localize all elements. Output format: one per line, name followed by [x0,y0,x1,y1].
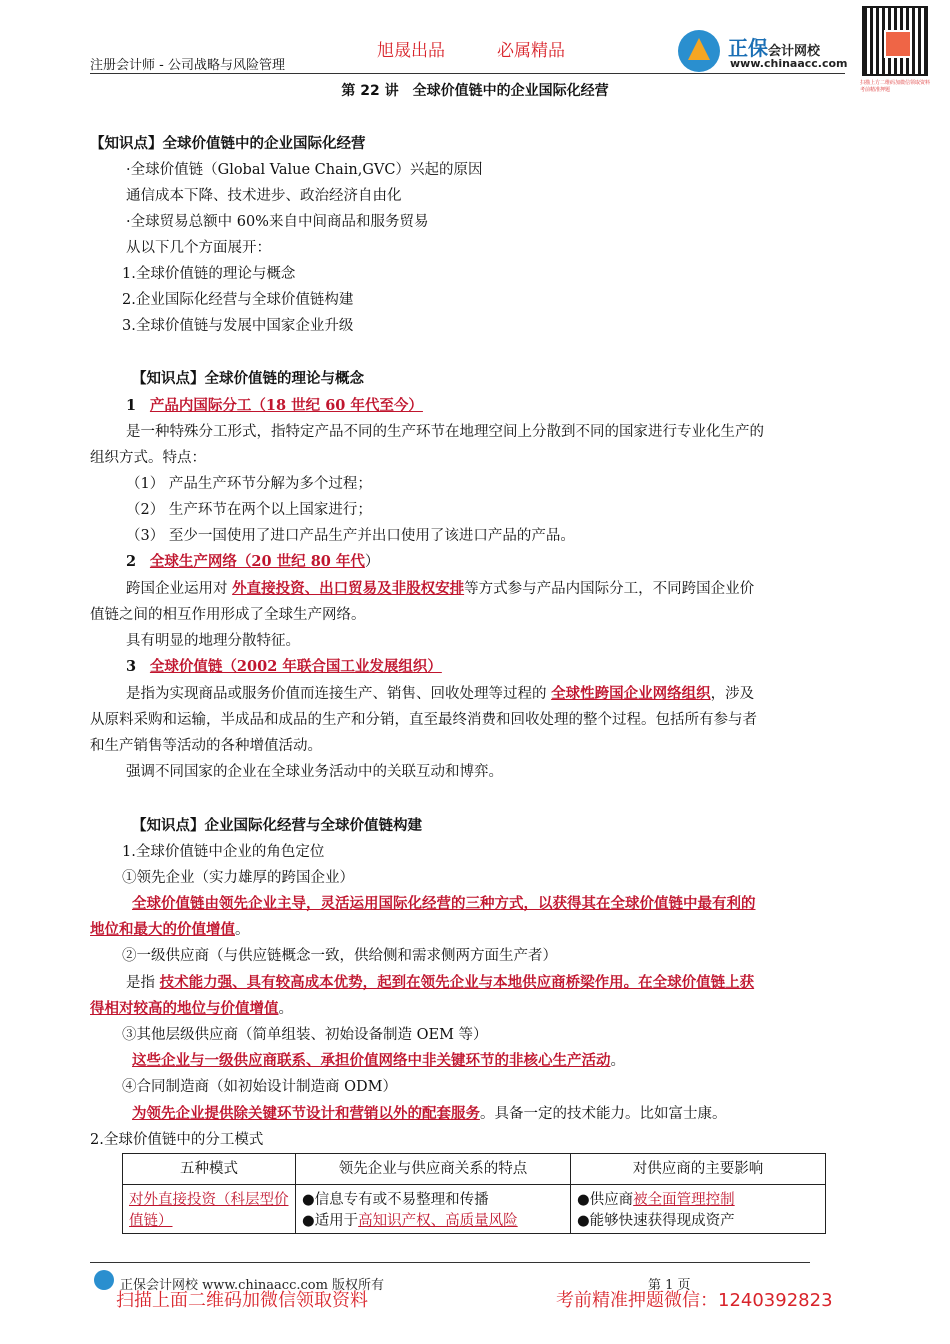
qr-code-icon [862,6,928,76]
text-line: 跨国企业运用对 外直接投资、出口贸易及非股权安排等方式参与产品内国际分工，不同跨国企业价 [126,580,755,597]
text-line: （2） 生产环节在两个以上国家进行； [126,502,372,518]
logo-brand: 正保 [728,36,768,60]
division-modes-table [122,1153,826,1234]
logo-brand-sub: 会计网校 [768,44,821,59]
point-title: 全球生产网络（20 世纪 80 年代 [149,553,365,570]
section-heading: 【知识点】全球价值链的理论与概念 [132,370,364,387]
text-line: 全球价值链由领先企业主导，灵活运用国际化经营的三种方式，以获得其在全球价值链中最有利的 [132,895,756,912]
text-line: （1） 产品生产环节分解为多个过程； [126,476,372,492]
text-line: 这些企业与一级供应商联系、承担价值网络中非关键环节的非核心生产活动。 [132,1052,625,1069]
text-line: ④合同制造商（如初始设计制造商 ODM） [122,1079,397,1095]
text-line: 和生产销售等活动的各种增值活动。 [90,738,322,754]
text-line: 组织方式。特点： [90,450,206,466]
promo-right: 考前精准押题微信：1240392823 [556,1290,833,1311]
text-line: 地位和最大的价值增值。 [90,921,250,938]
text-line: 得相对较高的地位与价值增值。 [90,1000,293,1017]
table-cell: 对外直接投资（科层型价值链） [123,1185,296,1234]
promo-left: 扫描上面二维码加微信领取资料 [116,1290,368,1311]
footer-copyright: 正保会计网校 www.chinaacc.com 版权所有 [120,1278,385,1293]
table-header: 领先企业与供应商关系的特点 [296,1154,571,1185]
table-header-row [123,1154,826,1185]
text-line: 1.全球价值链中企业的角色定位 [122,844,325,860]
point-2-heading: 2 全球生产网络（20 世纪 80 年代） [126,553,380,570]
logo-url: www.chinaacc.com [730,57,848,70]
text-line: 是一种特殊分工形式，指特定产品不同的生产环节在地理空间上分散到不同的国家进行专业化生产的 [126,424,764,440]
header-rule [90,73,845,74]
page-title: 第 22 讲 全球价值链中的企业国际化经营 [341,83,609,99]
chinaacc-logo[interactable] [678,30,858,76]
text-line: ·全球贸易总额中 60%来自中间商品和服务贸易 [126,214,429,230]
text-line: 2.企业国际化经营与全球价值链构建 [122,292,354,308]
text-line: 从原料采购和运输，半成品和成品的生产和分销，直至最终消费和回收处理的整个过程。包括所有参与者 [90,712,757,728]
slogan-right: 必属精品 [497,41,565,61]
text-line: 强调不同国家的企业在全球业务活动中的关联互动和博弈。 [126,764,503,780]
text-line: 为领先企业提供除关键环节设计和营销以外的配套服务。具备一定的技术能力。比如富士康。 [132,1105,727,1122]
text-line: ·全球价值链（Global Value Chain,GVC）兴起的原因 [126,162,483,178]
footer-logo-icon [94,1270,114,1290]
text-line: 是指为实现商品或服务价值而连接生产、销售、回收处理等过程的 全球性跨国企业网络组织，涉及 [126,685,755,702]
text-line: 是指 技术能力强、具有较高成本优势，起到在领先企业与本地供应商桥梁作用。在全球价值链上获 [126,974,755,991]
text-line: 1.全球价值链的理论与概念 [122,266,296,282]
text-line: （3） 至少一国使用了进口产品生产并出口使用了该进口产品的产品。 [126,528,575,544]
text-line: 值链之间的相互作用形成了全球生产网络。 [90,607,366,623]
subject-name: 注册会计师 - 公司战略与风险管理 [90,58,285,73]
table-header: 对供应商的主要影响 [571,1154,826,1185]
text-line: 通信成本下降、技术进步、政治经济自由化 [126,188,402,204]
point-title: 产品内国际分工（18 世纪 60 年代至今） [149,397,423,414]
point-number: 2 [126,553,137,570]
text-line: 2.全球价值链中的分工模式 [90,1132,264,1148]
slogan-left: 旭晟出品 [377,41,445,61]
text-line: 3.全球价值链与发展中国家企业升级 [122,318,354,334]
section-heading: 【知识点】企业国际化经营与全球价值链构建 [132,817,422,834]
point-number: 1 [126,397,137,414]
table-cell: ●信息专有或不易整理和传播 ●适用于高知识产权、高质量风险 [296,1185,571,1234]
table-row [123,1185,826,1234]
table-cell: ●供应商被全面管理控制 ●能够快速获得现成资产 [571,1185,826,1234]
point-3-heading [126,657,442,677]
text-line: ①领先企业（实力雄厚的跨国企业） [122,870,354,886]
section-heading: 【知识点】全球价值链中的企业国际化经营 [90,135,366,152]
text-line: ③其他层级供应商（简单组装、初始设备制造 OEM 等） [122,1027,488,1043]
page-number: 第 1 页 [648,1278,691,1293]
point-number: 3 [126,658,137,675]
table-header: 五种模式 [123,1154,296,1185]
logo-emblem-icon [678,30,720,72]
text-line: 具有明显的地理分散特征。 [126,633,300,649]
footer-rule [90,1262,810,1263]
text-line: ②一级供应商（与供应链概念一致，供给侧和需求侧两方面生产者） [122,948,557,964]
point-1-heading [126,396,423,416]
text-line: 从以下几个方面展开： [126,240,271,256]
qr-note: 扫描上方二维码加微信领取资料 考前精准押题 [860,80,931,93]
point-title: 全球价值链（2002 年联合国工业发展组织） [149,658,442,675]
